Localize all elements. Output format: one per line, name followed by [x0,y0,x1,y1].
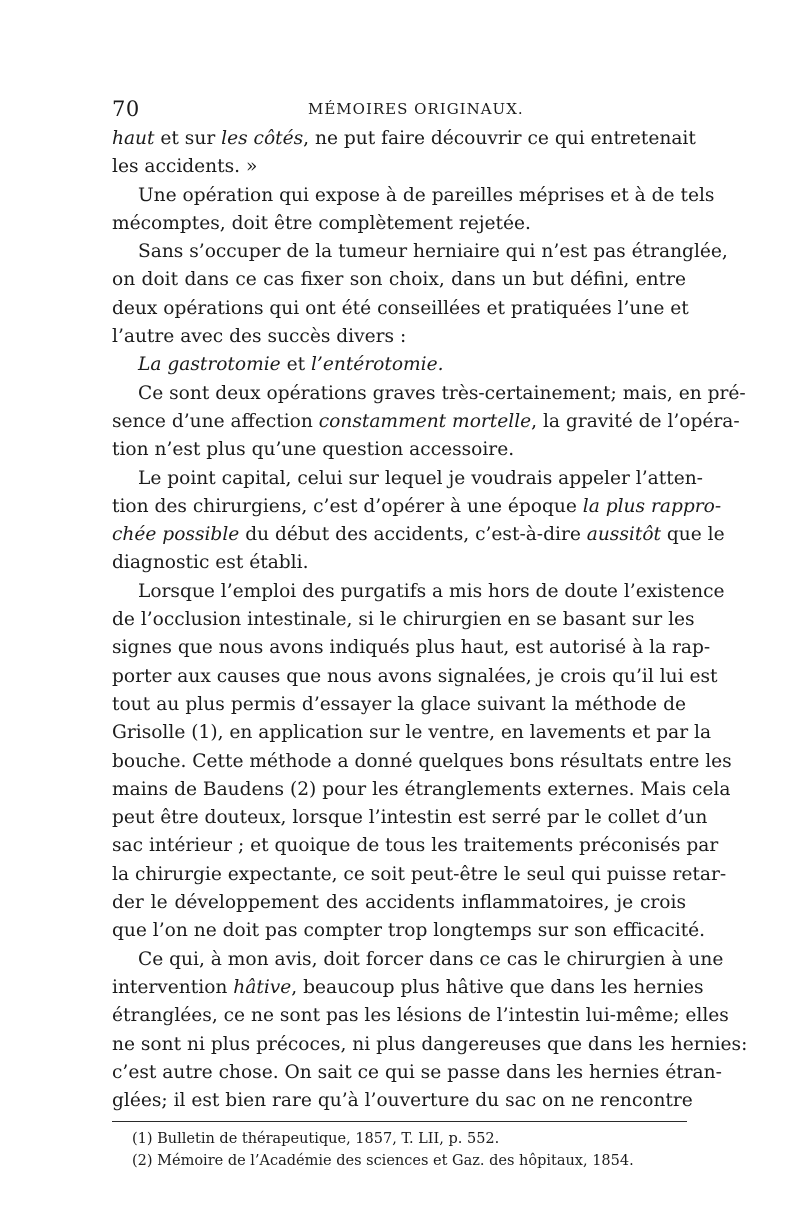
italic-run: haut [112,128,155,149]
text-run: la chirurgie expectante, ce soit peut-être le seul qui puisse retar- [112,863,727,885]
text-line [112,351,686,379]
text-run: sac intérieur ; et quoique de tous les traitements préconisés par [112,835,719,857]
text-line [112,606,695,634]
text-run: Ce sont deux opérations graves très-certainement; mais, en pré- [138,382,746,404]
italic-run: la plus rappro- [582,495,722,517]
text-line [112,917,706,945]
text-run: Ce qui, à mon avis, doit forcer dans ce cas le chirurgien à une [138,948,724,970]
text-run: sence d’une affection [112,410,319,432]
text-run: tion des chirurgiens, c’est d’opérer à une époque [112,495,583,517]
italic-run: hâtive [233,976,292,998]
italic-run: aussitôt [586,524,661,546]
text-run: et sur [154,128,222,149]
footnotes [112,1128,686,1172]
text-run: , beaucoup plus hâtive que dans les hernies [291,976,704,998]
text-line [112,549,686,577]
text-line [112,493,722,521]
text-run: tout au plus permis d’essayer la glace suivant la méthode de [112,693,686,715]
text-line [112,125,696,153]
text-run: les accidents. » [112,156,258,178]
text-line [112,238,728,266]
text-line [112,719,712,747]
text-run: Une opération qui expose à de pareilles méprises et à de tels [138,184,715,206]
body-text [112,125,748,1115]
text-line [112,465,703,493]
text-run: diagnostic est établi. [112,552,309,574]
text-run: que le [660,524,725,546]
text-run: Sans s’occuper de la tumeur herniaire qui n’est pas étranglée, [138,241,728,263]
text-run: étranglées, ce ne sont pas les lésions de l’intestin lui-même; elles [112,1005,729,1027]
text-run: peut être douteux, lorsque l’intestin est serré par le collet d’un [112,807,708,829]
text-line [112,634,711,662]
text-line [112,210,686,238]
footnote-1: (1) Bulletin de thérapeutique, 1857, T. LII, p. 552. [132,1131,500,1148]
text-line [112,832,719,860]
text-run: c’est autre chose. On sait ce qui se passe dans les hernies étran- [112,1061,722,1083]
text-line [112,323,686,351]
text-line [112,521,725,549]
text-line [112,436,686,464]
text-run: on doit dans ce cas fixer son choix, dans un but défini, entre [112,269,686,291]
text-line [112,1087,693,1115]
text-run: deux opérations qui ont été conseillées et pratiquées l’une et [112,297,689,319]
text-line [112,889,686,917]
footnote-2: (2) Mémoire de l’Académie des sciences et Gaz. des hôpitaux, 1854. [132,1153,634,1170]
italic-run: La gastrotomie [138,354,281,376]
text-line [112,946,724,974]
text-run: , ne put faire découvrir ce qui entretenait [303,128,696,149]
text-run: l’autre avec des succès divers : [112,326,407,348]
text-line [112,804,708,832]
text-run: bouche. Cette méthode a donné quelques bons résultats entre les [112,750,732,772]
text-run: de l’occlusion intestinale, si le chirurgien en se basant sur les [112,609,695,631]
text-line [112,1059,722,1087]
text-run: Le point capital, celui sur lequel je voudrais appeler l’atten- [138,467,703,489]
text-run: der le développement des accidents inflammatoires, je crois [112,892,686,914]
book-page [112,97,748,1172]
text-line [112,861,727,889]
text-line [112,266,686,294]
text-line [112,182,715,210]
text-line [112,408,740,436]
text-run: tion n’est plus qu’une question accessoire. [112,439,515,461]
text-run: intervention [112,976,234,998]
text-line [112,295,689,323]
text-run: mécomptes, doit être complètement rejetée. [112,212,531,234]
footnote-rule [112,1121,687,1122]
page-number: 70 [112,97,140,121]
text-run: Grisolle (1), en application sur le ventre, en lavements et par la [112,722,712,744]
text-run: Lorsque l’emploi des purgatifs a mis hors de doute l’existence [138,580,725,602]
text-run: , la gravité de l’opéra- [531,410,740,432]
text-line [112,748,732,776]
text-line [112,578,725,606]
text-line [112,153,686,181]
running-head [112,97,686,125]
text-line [112,974,704,1002]
text-line [112,1002,729,1030]
text-line [112,663,718,691]
italic-run: chée possible [112,524,240,546]
text-line [112,776,731,804]
text-run: glées; il est bien rare qu’à l’ouverture du sac on ne rencontre [112,1090,693,1112]
text-run: que l’on ne doit pas compter trop longtemps sur son efficacité. [112,920,706,942]
text-run: ne sont ni plus précoces, ni plus dangereuses que dans les hernies: [112,1033,748,1055]
italic-run: l’entérotomie. [310,354,444,376]
italic-run: constamment mortelle [318,410,532,432]
text-line [112,1031,748,1059]
text-run: du début des accidents, c’est-à-dire [239,524,587,546]
italic-run: les côtés [221,128,304,149]
text-run: et [280,354,311,376]
text-run: porter aux causes que nous avons signalées, je crois qu’il lui est [112,665,718,687]
text-line [112,691,686,719]
text-line [112,380,746,408]
running-title: MÉMOIRES ORIGINAUX. [308,100,524,118]
text-run: mains de Baudens (2) pour les étranglements externes. Mais cela [112,778,731,800]
text-run: signes que nous avons indiqués plus haut, est autorisé à la rap- [112,637,711,659]
